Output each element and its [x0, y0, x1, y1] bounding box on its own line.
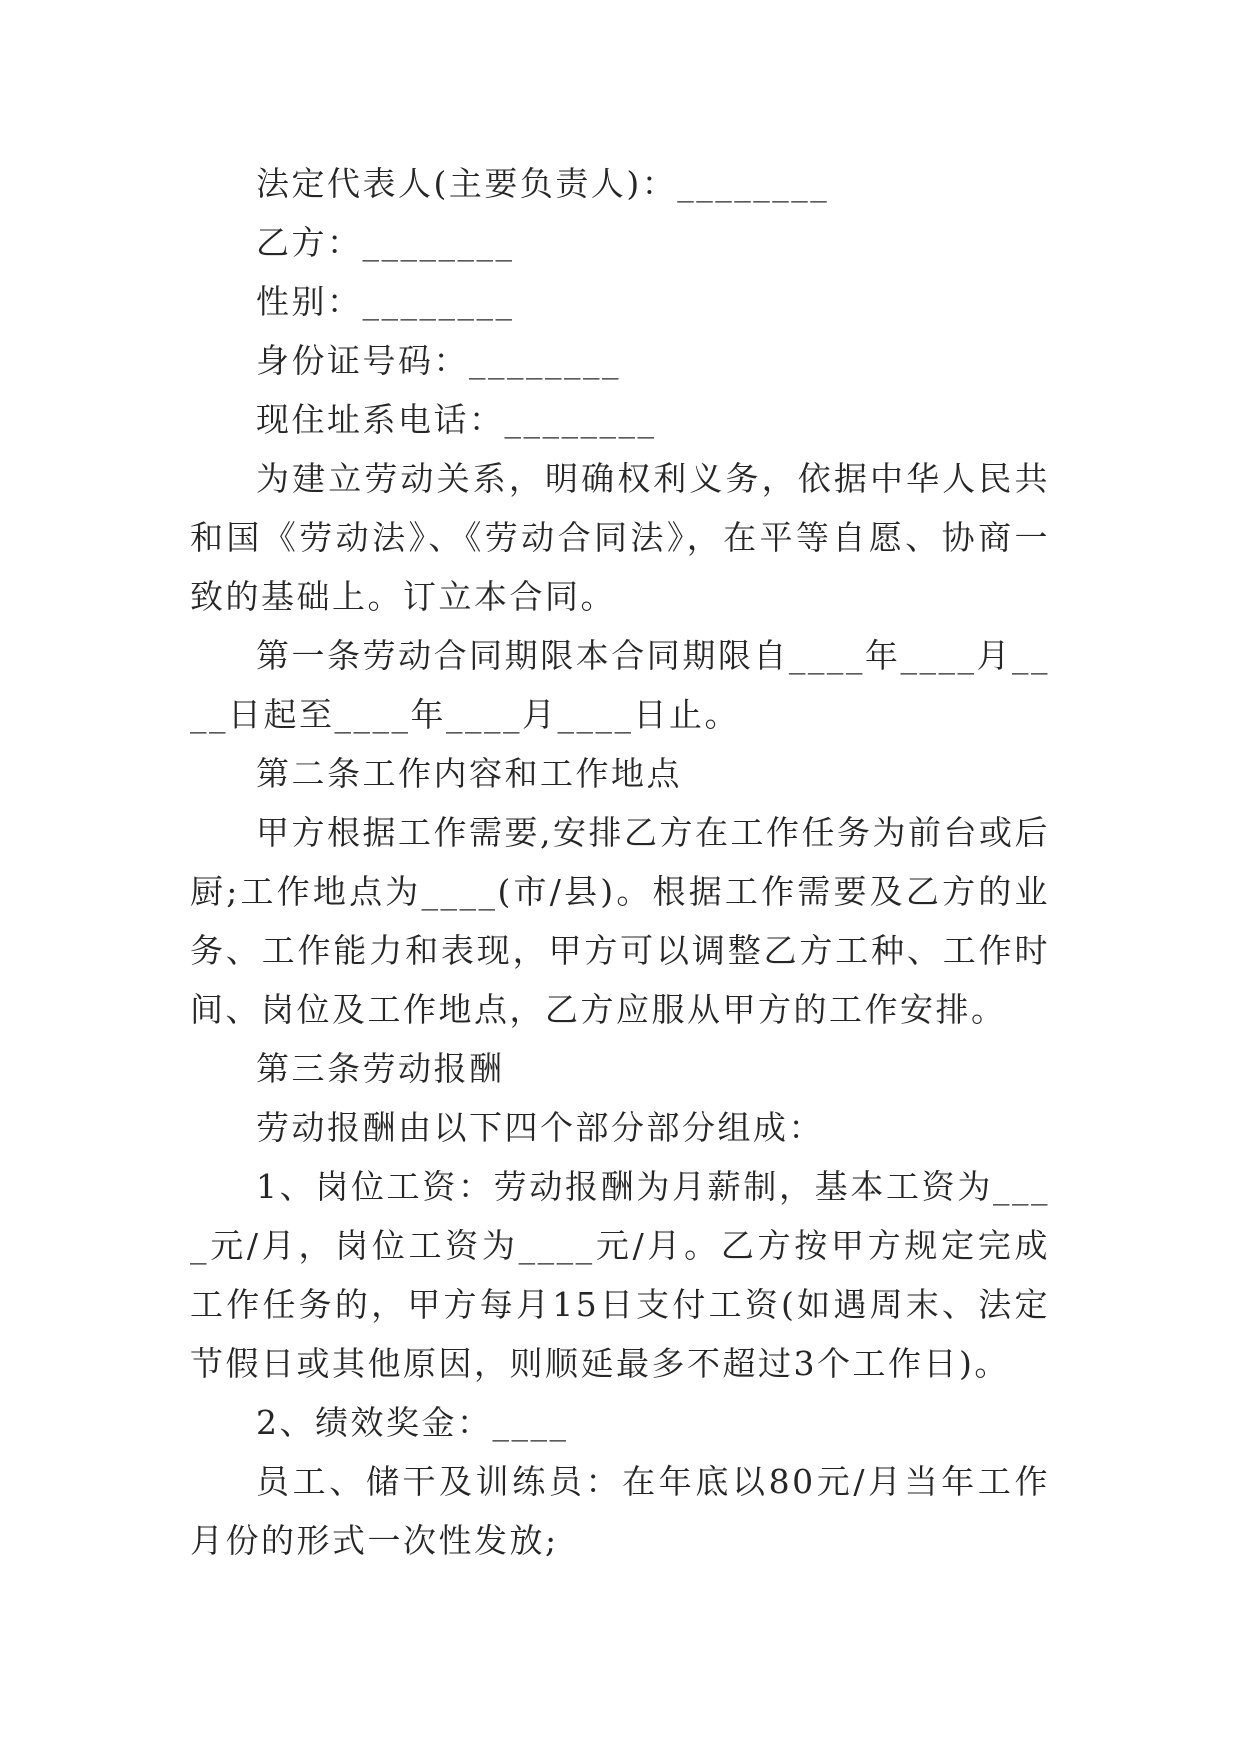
article-3-heading: 第三条劳动报酬 [256, 1049, 505, 1088]
compensation-intro: 劳动报酬由以下四个部分部分组成： [256, 1108, 824, 1147]
bonus-payment-rule: 员工、储干及训练员：在年底以80元/月当年工作月份的形式一次性发放; [190, 1462, 1050, 1560]
item-1-position-wage: 1、岗位工资：劳动报酬为月薪制，基本工资为____元/月，岗位工资为____元/月。乙方按甲方规定完成工作任务的，甲方每月15日支付工资(如遇周末、法定节假日或其他原因，则顺延最多不超过3个工作日)。 [190, 1167, 1050, 1383]
article-1-term: 第一条劳动合同期限本合同期限自____年____月____日起至____年____月____日止。 [190, 636, 1050, 734]
document-body [190, 154, 1050, 1570]
id-number-line: 身份证号码：________ [256, 341, 621, 380]
legal-representative-line: 法定代表人(主要负责人)：________ [256, 164, 830, 203]
article-2-body: 甲方根据工作需要,安排乙方在工作任务为前台或后厨;工作地点为____(市/县)。根据工作需要及乙方的业务、工作能力和表现，甲方可以调整乙方工种、工作时间、岗位及工作地点，乙方应服从甲方的工作安排。 [190, 813, 1050, 1029]
item-2-performance-bonus: 2、绩效奖金：____ [256, 1403, 569, 1442]
gender-line: 性别：________ [256, 282, 515, 321]
address-phone-line: 现住址系电话：________ [256, 400, 657, 439]
party-b-line: 乙方：________ [256, 223, 515, 262]
preamble-paragraph: 为建立劳动关系，明确权利义务，依据中华人民共和国《劳动法》、《劳动合同法》，在平等自愿、协商一致的基础上。订立本合同。 [190, 459, 1050, 616]
article-2-heading: 第二条工作内容和工作地点 [256, 754, 682, 793]
